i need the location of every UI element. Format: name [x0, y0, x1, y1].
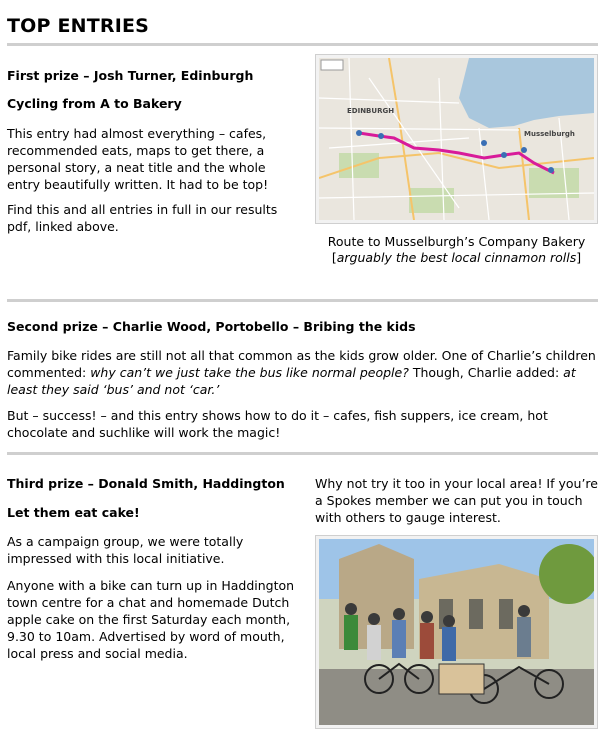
map-caption-line1: Route to Musselburgh’s Company Bakery	[327, 234, 586, 249]
third-prize-heading: Third prize – Donald Smith, Haddington	[7, 476, 285, 491]
first-prize-subtitle: Cycling from A to Bakery	[7, 96, 182, 111]
map-caption-line2: [arguably the best local cinnamon rolls]	[331, 250, 582, 265]
second-prize-success-paragraph: But – success! – and this entry shows how to do it – cafes, fish suppers, ice cream, hot chocolate and suchlike will work the magic!	[7, 408, 548, 440]
map-label-edinburgh: EDINBURGH	[347, 107, 395, 115]
second-prize-heading: Second prize – Charlie Wood, Portobello – Bribing the kids	[7, 319, 416, 334]
group-photo-image	[315, 535, 598, 729]
third-prize-details-paragraph: Anyone with a bike can turn up in Haddington town centre for a chat and homemade Dutch apple cake on the first Saturday each month, 9.30 to 10am. Advertised by word of mouth, local press and social media.	[7, 578, 295, 661]
first-prize-results-paragraph: Find this and all entries in full in our results pdf, linked above.	[7, 202, 278, 234]
route-map-image	[315, 54, 598, 224]
second-prize-paragraph: Family bike rides are still not all that common as the kids grow older. One of Charlie’s children commented: why can’t we just take the bus like normal people? Though, Charlie added: at least they said ‘bus’ and not ‘car.’	[7, 348, 596, 397]
first-prize-heading: First prize – Josh Turner, Edinburgh	[7, 68, 254, 83]
map-label-musselburgh: Musselburgh	[524, 130, 575, 138]
divider	[7, 299, 598, 302]
route-map	[319, 58, 594, 220]
third-prize-paragraph: As a campaign group, we were totally impressed with this local initiative.	[7, 534, 244, 566]
third-prize-side-paragraph: Why not try it too in your local area! If you’re a Spokes member we can put you in touch with others to gauge interest.	[315, 476, 598, 525]
map-caption	[315, 234, 598, 266]
group-photo	[319, 539, 594, 725]
divider	[7, 43, 598, 46]
first-prize-paragraph: This entry had almost everything – cafes, recommended eats, maps to get there, a personal story, a neat title and the whole entry beautifully written. It had to be top!	[7, 126, 269, 192]
page-title: TOP ENTRIES	[7, 15, 150, 37]
third-prize-subtitle: Let them eat cake!	[7, 505, 140, 520]
divider	[7, 452, 598, 455]
